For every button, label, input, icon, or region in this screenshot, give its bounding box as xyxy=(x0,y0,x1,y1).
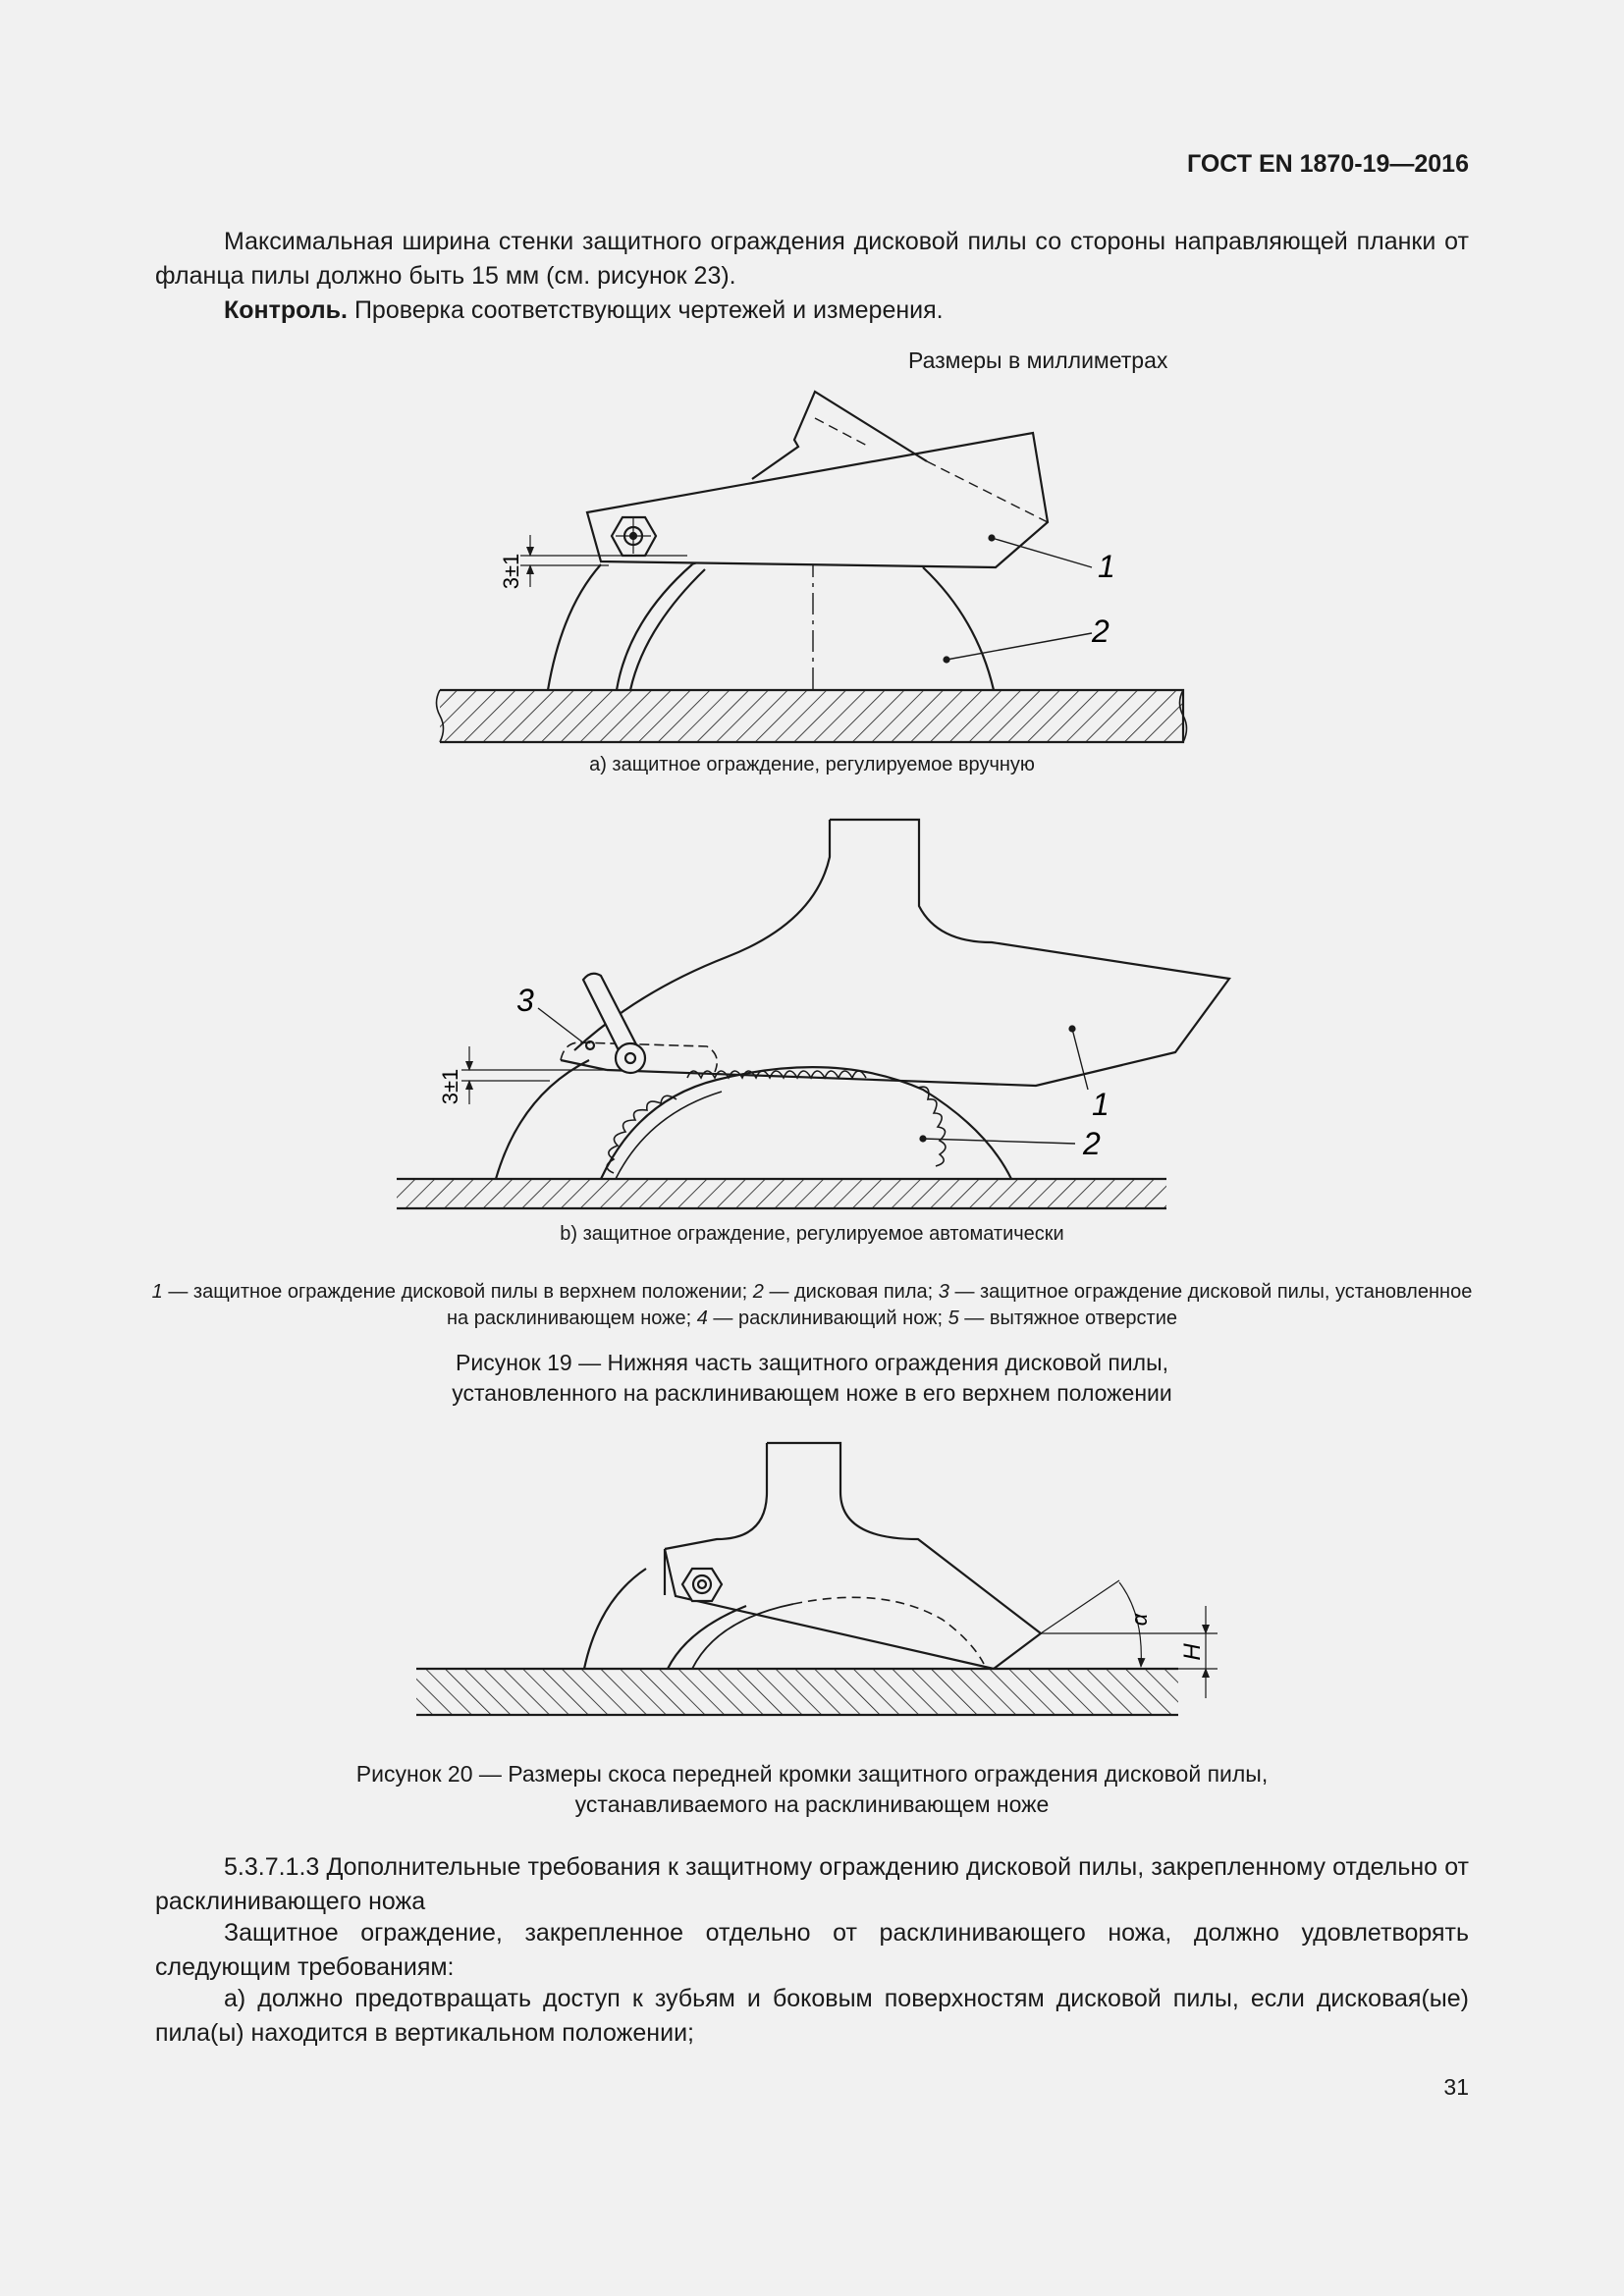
legend-text: — дисковая пила; xyxy=(763,1281,939,1303)
callout-2-19a: 2 xyxy=(1092,614,1110,649)
legend-num: 1 xyxy=(151,1281,163,1303)
figure-20-drawing xyxy=(416,1443,1218,1715)
page-number: 31 xyxy=(1443,2074,1469,2100)
guard-leg-outer xyxy=(548,564,601,690)
table-hatching xyxy=(440,690,1183,742)
knife-curve-outer xyxy=(617,564,692,690)
fig20-guard-lower xyxy=(665,1549,994,1669)
table-hatching-b xyxy=(397,1179,1166,1208)
blade-arc-b xyxy=(601,1067,1011,1179)
figure-19a-drawing xyxy=(437,392,1187,742)
figure-20-title-line2: устанавливаемого на расклинивающем ноже xyxy=(574,1791,1050,1817)
section-item-a: а) должно предотвращать доступ к зубьям и боковым поверхностям дисковой пилы, если дисковая(ые) пила(ы) находится в вертикальном положении; xyxy=(155,1985,1469,2047)
callout-1-19a: 1 xyxy=(1098,549,1115,584)
guard-leg-b xyxy=(496,1060,589,1179)
figure-20-title-line1: Рисунок 20 — Размеры скоса передней кромки защитного ограждения дисковой пилы, xyxy=(355,1761,1269,1787)
label-h: H xyxy=(1179,1643,1206,1661)
document-number: ГОСТ EN 1870-19—2016 xyxy=(1187,150,1469,178)
blade-teeth-left xyxy=(607,1095,677,1173)
table-hatching-fig20 xyxy=(416,1669,1178,1715)
legend-text: — защитное ограждение дисковой пилы в верхнем положении; xyxy=(162,1281,753,1303)
legend-text: — расклинивающий нож; xyxy=(707,1308,948,1329)
legend-text: — защитное ограждение дисковой пилы, установленное на расклинивающем ноже; xyxy=(447,1281,1473,1329)
callout-1-19b: 1 xyxy=(1092,1087,1110,1122)
legend-num: 2 xyxy=(752,1281,764,1303)
fig20-housing-left xyxy=(665,1443,767,1549)
dim-label-19a: 3±1 xyxy=(499,553,523,590)
lever-pivot xyxy=(616,1043,645,1073)
label-alpha: α xyxy=(1127,1613,1152,1627)
section-heading: 5.3.7.1.3 Дополнительные требования к защитному ограждению дисковой пилы, закрепленному отдельно от расклинивающего ножа xyxy=(155,1853,1469,1915)
callout-2-19b: 2 xyxy=(1083,1126,1101,1161)
fig20-housing-right xyxy=(767,1443,1041,1669)
figure-19-title-line2: установленного на расклинивающем ноже в его верхнем положении xyxy=(452,1380,1172,1406)
intro-paragraph: Максимальная ширина стенки защитного ограждения дисковой пилы со стороны направляющей планки от фланца пилы должно быть 15 мм (см. рисунок 23). xyxy=(155,228,1469,290)
legend-num: 3 xyxy=(938,1281,949,1303)
blade-solid-arc xyxy=(923,567,994,690)
blade-teeth-right xyxy=(918,1087,946,1166)
hex-nut-fig20 xyxy=(682,1569,722,1601)
figure-20-title xyxy=(155,1759,1469,1820)
figure-19-title-line1: Рисунок 19 — Нижняя часть защитного ограждения дисковой пилы, xyxy=(456,1350,1168,1375)
guard-body xyxy=(587,433,1048,567)
dim-label-19b: 3±1 xyxy=(438,1068,462,1105)
callout-3-19b: 3 xyxy=(516,983,534,1018)
section-paragraph-1: Защитное ограждение, закрепленное отдельно от расклинивающего ножа, должно удовлетворять следующим требованиям: xyxy=(155,1919,1469,1981)
legend-text: — вытяжное отверстие xyxy=(958,1308,1177,1329)
control-label: Контроль. xyxy=(224,296,348,324)
legend-num: 4 xyxy=(696,1308,708,1329)
figure-19-title xyxy=(155,1348,1469,1409)
caption-19a: а) защитное ограждение, регулируемое вручную xyxy=(589,754,1035,775)
legend-num: 5 xyxy=(947,1308,959,1329)
fig20-guard-leg xyxy=(584,1569,646,1669)
caption-19b: b) защитное ограждение, регулируемое автоматически xyxy=(560,1223,1064,1245)
units-note: Размеры в миллиметрах xyxy=(908,347,1168,373)
control-text: Проверка соответствующих чертежей и измерения. xyxy=(348,296,944,324)
figure-19-legend xyxy=(147,1279,1477,1332)
